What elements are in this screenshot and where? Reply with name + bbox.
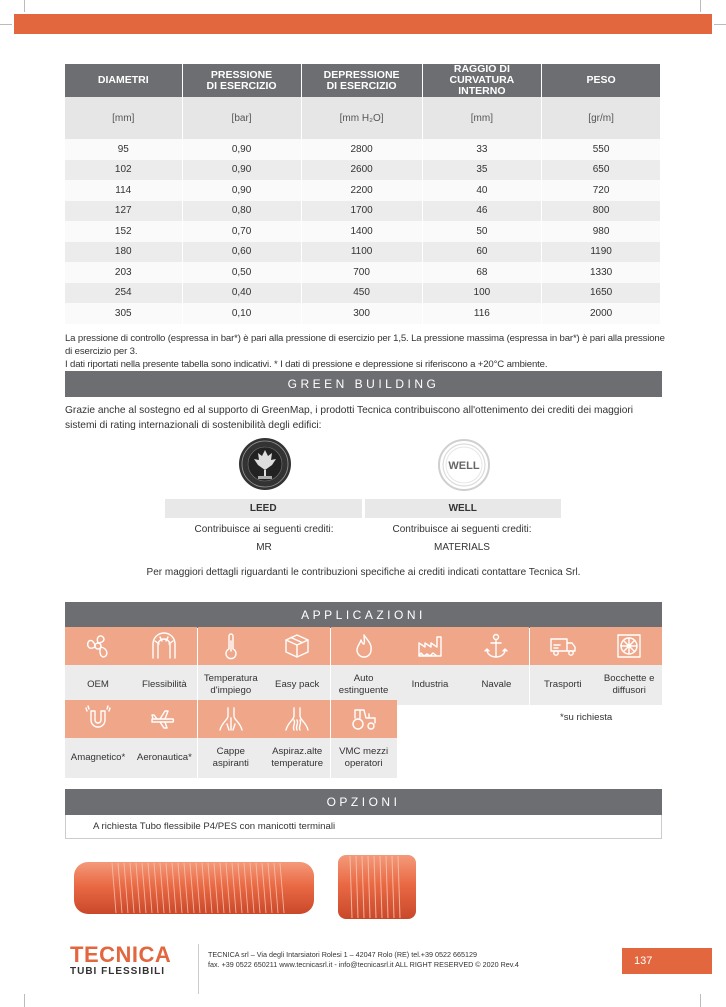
- well-logo-text: WELL: [448, 460, 480, 472]
- thermometer-icon: [198, 627, 264, 665]
- table-cell: 720: [542, 180, 660, 201]
- applications-header: APPLICAZIONI: [65, 602, 662, 628]
- application-label: Bocchette e diffusori: [596, 665, 662, 705]
- table-cell: 0,60: [182, 242, 301, 263]
- application-item: [264, 627, 330, 705]
- well-heading: WELL: [365, 499, 562, 518]
- hose-product-image-short: [336, 853, 420, 926]
- leed-logo: [238, 437, 292, 496]
- table-cell: 180: [65, 242, 182, 263]
- options-header: OPZIONI: [65, 789, 662, 815]
- table-cell: 127: [65, 201, 182, 222]
- application-label: Amagnetico*: [65, 738, 131, 778]
- application-label: Auto estinguente: [331, 665, 397, 705]
- table-cell: 305: [65, 303, 182, 324]
- well-credit-value: MATERIALS: [434, 542, 490, 553]
- magnet-icon: [65, 700, 131, 738]
- table-cell: 50: [422, 221, 542, 242]
- table-cell: 0,90: [182, 180, 301, 201]
- table-cell: 35: [422, 160, 542, 181]
- table-row: [65, 160, 660, 181]
- table-cell: 550: [542, 139, 660, 160]
- crop-mark: [0, 24, 12, 25]
- table-cell: 0,80: [182, 201, 301, 222]
- table-cell: 100: [422, 283, 542, 304]
- application-label: Aeronautica*: [131, 738, 197, 778]
- table-cell: 33: [422, 139, 542, 160]
- leed-heading: LEED: [165, 499, 362, 518]
- table-cell: 700: [301, 262, 422, 283]
- green-building-header: GREEN BUILDING: [65, 371, 662, 397]
- table-cell: 46: [422, 201, 542, 222]
- table-cell: 0,50: [182, 262, 301, 283]
- green-building-paragraph: Grazie anche al sostegno ed al supporto di GreenMap, i prodotti Tecnica contribuiscono all'ottenimento dei crediti dei maggiori sistemi di rating internazionali di sostenibilità degli edifici:: [65, 405, 634, 431]
- crop-mark: [714, 24, 726, 25]
- table-cell: 1650: [542, 283, 660, 304]
- table-cell: 68: [422, 262, 542, 283]
- package-box-icon: [264, 627, 330, 665]
- factory-icon: [397, 627, 463, 665]
- table-cell: 60: [422, 242, 542, 263]
- table-cell: 2000: [542, 303, 660, 324]
- crop-mark: [700, 994, 701, 1007]
- application-label: VMC mezzi operatori: [331, 738, 397, 778]
- application-label: Aspiraz.alte temperature: [264, 738, 330, 778]
- table-cell: 152: [65, 221, 182, 242]
- application-item: [131, 627, 197, 705]
- application-label: Easy pack: [264, 665, 330, 705]
- fan-icon: [65, 627, 131, 665]
- table-cell: 1330: [542, 262, 660, 283]
- brand-name: TECNICA: [70, 942, 172, 967]
- table-cell: 0,70: [182, 221, 301, 242]
- application-label: Temperatura d'impiego: [198, 665, 264, 705]
- table-row: [65, 303, 660, 324]
- page-number: 137: [622, 948, 712, 974]
- hose-product-image: [72, 856, 322, 925]
- application-label: Industria: [397, 665, 463, 705]
- table-cell: 40: [422, 180, 542, 201]
- on-request-note: *su richiesta: [560, 712, 613, 723]
- leed-credit-value: MR: [256, 542, 272, 553]
- spec-header-cell: RAGGIO DI CURVATURA INTERNO: [422, 64, 542, 97]
- table-row: [65, 283, 660, 304]
- certification-table: [165, 499, 561, 557]
- vent-grille-icon: [596, 627, 662, 665]
- table-cell: 2800: [301, 139, 422, 160]
- table-cell: 1190: [542, 242, 660, 263]
- table-cell: 254: [65, 283, 182, 304]
- footer-divider: [198, 944, 199, 994]
- contact-note: Per maggiori dettagli riguardanti le contribuzioni specifiche ai crediti indicati contattare Tecnica Srl.: [146, 567, 581, 578]
- table-cell: 102: [65, 160, 182, 181]
- hot-hood-icon: [264, 700, 330, 738]
- unit-cell: [bar]: [182, 97, 301, 139]
- hood-icon: [198, 700, 264, 738]
- units-row: [65, 97, 660, 139]
- table-cell: 300: [301, 303, 422, 324]
- crop-mark: [24, 0, 25, 12]
- application-item: [596, 627, 662, 705]
- application-item: [331, 627, 397, 705]
- table-cell: 114: [65, 180, 182, 201]
- application-label: Trasporti: [530, 665, 596, 705]
- application-item: [530, 627, 596, 705]
- table-cell: 800: [542, 201, 660, 222]
- table-row: [65, 201, 660, 222]
- table-cell: 0,90: [182, 139, 301, 160]
- application-item: [331, 700, 397, 778]
- application-label: Flessibilità: [131, 665, 197, 705]
- spec-header-cell: PESO: [542, 64, 660, 97]
- note-line-2: I dati riportati nella presente tabella sono indicativi. * I dati di pressione e depressione si riferiscono a +20°C ambiente.: [65, 359, 548, 370]
- table-cell: 1700: [301, 201, 422, 222]
- table-cell: 1400: [301, 221, 422, 242]
- crop-mark: [24, 994, 25, 1007]
- top-accent-bar: [14, 14, 712, 34]
- table-cell: 450: [301, 283, 422, 304]
- table-cell: 2200: [301, 180, 422, 201]
- footer-address: [208, 950, 519, 970]
- table-cell: 0,40: [182, 283, 301, 304]
- note-line-1: La pressione di controllo (espressa in bar*) è pari alla pressione di esercizio per 1,5. La pressione massima (espressa in bar*) è pari alla pressione di esercizio per 3.: [65, 333, 665, 357]
- table-cell: 980: [542, 221, 660, 242]
- crop-mark: [700, 0, 701, 12]
- unit-cell: [mm H₂O]: [301, 97, 422, 139]
- leed-credits-label: Contribuisce ai seguenti crediti:: [194, 524, 334, 535]
- anchor-icon: [463, 627, 529, 665]
- unit-cell: [gr/m]: [542, 97, 660, 139]
- application-label: Navale: [463, 665, 529, 705]
- application-label: OEM: [65, 665, 131, 705]
- table-cell: 203: [65, 262, 182, 283]
- flexible-arch-icon: [131, 627, 197, 665]
- spec-header-cell: DEPRESSIONE DI ESERCIZIO: [301, 64, 422, 97]
- spec-header-cell: PRESSIONE DI ESERCIZIO: [182, 64, 301, 97]
- table-cell: 1100: [301, 242, 422, 263]
- unit-cell: [mm]: [422, 97, 542, 139]
- flame-icon: [331, 627, 397, 665]
- spec-table: [65, 64, 660, 324]
- well-credits-label: Contribuisce ai seguenti crediti:: [392, 524, 532, 535]
- spec-note: [65, 332, 665, 371]
- application-item: [198, 700, 264, 778]
- well-logo: [436, 437, 492, 498]
- tecnica-logo: [70, 944, 171, 977]
- application-label: Cappe aspiranti: [198, 738, 264, 778]
- table-row: [65, 221, 660, 242]
- application-item: [131, 700, 197, 778]
- application-item: [198, 627, 264, 705]
- footer-line-2: fax. +39 0522 650211 www.tecnicasrl.it - info@tecnicasrl.it ALL RIGHT RESERVED © 2020 Rev.4: [208, 960, 519, 969]
- footer-line-1: TECNICA srl – Via degli Intarsiatori Rolesi 1 – 42047 Rolo (RE) tel.+39 0522 665129: [208, 950, 477, 959]
- application-item: [65, 700, 131, 778]
- options-text: A richiesta Tubo flessibile P4/PES con manicotti terminali: [65, 815, 662, 839]
- table-cell: 0,10: [182, 303, 301, 324]
- tractor-icon: [331, 700, 397, 738]
- application-item: [65, 627, 131, 705]
- table-row: [65, 180, 660, 201]
- truck-icon: [530, 627, 596, 665]
- application-item: [397, 627, 463, 705]
- unit-cell: [mm]: [65, 97, 182, 139]
- table-cell: 0,90: [182, 160, 301, 181]
- application-item: [463, 627, 529, 705]
- table-cell: 116: [422, 303, 542, 324]
- application-item: [264, 700, 330, 778]
- airplane-icon: [131, 700, 197, 738]
- table-cell: 95: [65, 139, 182, 160]
- table-cell: 650: [542, 160, 660, 181]
- brand-sub: TUBI FLESSIBILI: [70, 966, 165, 977]
- table-row: [65, 262, 660, 283]
- table-row: [65, 139, 660, 160]
- table-row: [65, 242, 660, 263]
- table-cell: 2600: [301, 160, 422, 181]
- spec-header-cell: DIAMETRI: [65, 64, 182, 97]
